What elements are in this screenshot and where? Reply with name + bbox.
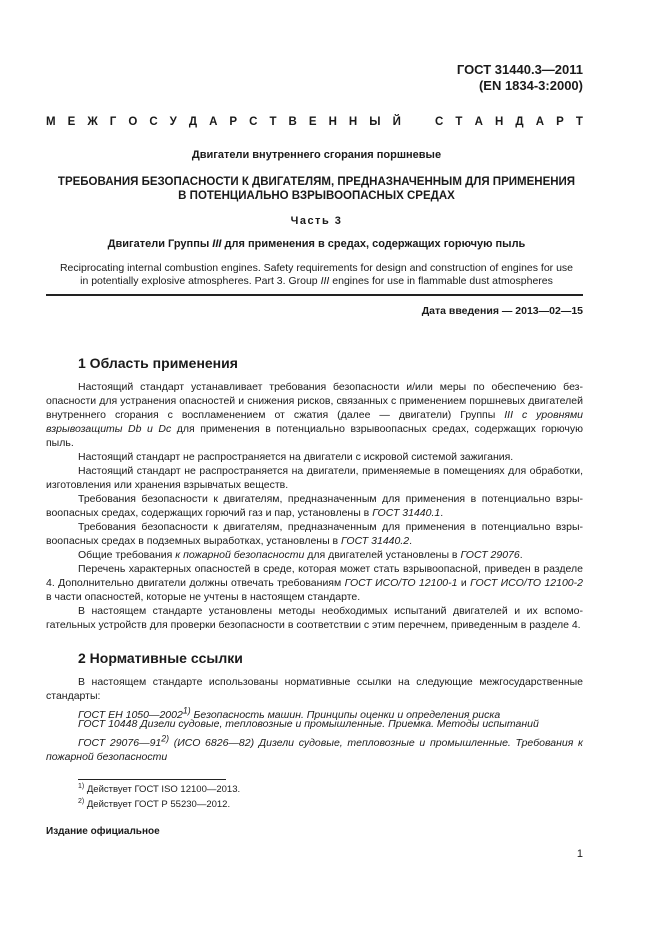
footnote-divider	[78, 779, 226, 780]
s1-p4-b: ГОСТ 31440.1	[372, 507, 441, 519]
s1-p7-c: и	[457, 577, 471, 589]
part-title-group: III	[212, 238, 222, 250]
s1-p6-e: .	[519, 549, 523, 561]
banner-word-1-letter: У	[169, 116, 177, 128]
banner-word-1-letter: Г	[109, 116, 117, 128]
s1-p6-a: Общие требования	[78, 549, 176, 561]
s1-p1-b: III с уровнями взрывозащиты Db и Dc	[46, 409, 584, 435]
s1-p5-b: ГОСТ 31440.2	[341, 535, 410, 547]
introduction-date: Дата введения — 2013—02—15	[421, 305, 583, 317]
document-subtitle: Двигатели внутреннего сгорания поршневые	[191, 149, 442, 161]
english-title	[50, 262, 583, 288]
banner-word-1-letter: Е	[308, 116, 317, 128]
part-title	[50, 238, 583, 250]
s1-p6-b: к пожарной безопасности	[175, 549, 305, 561]
part-title-pre: Двигатели Группы	[107, 238, 213, 250]
banner-word-1-letter: В	[288, 116, 297, 128]
reference-2	[46, 717, 583, 731]
page-number: 1	[576, 848, 583, 860]
ref3-sup: 2)	[161, 733, 170, 743]
footnote-1-text: Действует ГОСТ ISO 12100—2013.	[84, 784, 241, 796]
banner-word-2-letter: Н	[494, 116, 504, 128]
english-title-group: III	[320, 275, 330, 287]
banner-word-1-letter: М	[46, 116, 56, 128]
english-title-post: engines for use in flammable dust atmospheres	[329, 275, 553, 287]
section-1-paragraph-8: В настоящем стандарте установлены методы необходимых испытаний двигателей и их вспомогательных устройств для проверки безопасности в соответствии с этим перечнем, приведенным в разделе 4.	[46, 605, 583, 631]
banner-word-1-letter: Й	[392, 116, 401, 128]
banner-word-2-letter: А	[474, 116, 483, 128]
document-title	[50, 175, 583, 203]
title-divider	[46, 294, 583, 296]
banner-word-1-letter: Н	[328, 116, 337, 128]
section-1-paragraph-7	[46, 562, 583, 604]
banner-word-1-letter: Н	[348, 116, 358, 128]
footnote-1	[78, 783, 240, 795]
title-line-1: ТРЕБОВАНИЯ БЕЗОПАСНОСТИ К ДВИГАТЕЛЯМ, ПРЕДНАЗНАЧЕННЫМ ДЛЯ ПРИМЕНЕНИЯ	[57, 176, 576, 188]
ref1-sup: 1)	[182, 705, 191, 715]
ref3-b: (ИСО 6826—82) Дизели судовые, тепловозные и промышленные. Требования к пожарной безопасности	[46, 736, 583, 763]
banner-word-1	[46, 116, 401, 128]
section-1-paragraph-4	[46, 492, 583, 520]
section-2-heading: 2 Нормативные ссылки	[78, 650, 243, 666]
banner-word-2-letter: С	[435, 116, 444, 128]
standard-en-equivalent: (EN 1834-3:2000)	[478, 78, 583, 93]
banner-word-1-letter: Д	[188, 116, 198, 128]
s1-p4-c: .	[440, 507, 444, 519]
banner-word-2-letter: Т	[575, 116, 583, 128]
footnote-2-mark: 2)	[78, 798, 85, 805]
footnote-2-text: Действует ГОСТ Р 55230—2012.	[84, 799, 231, 811]
banner-word-1-letter: Е	[67, 116, 76, 128]
banner-word-1-letter: С	[249, 116, 258, 128]
s1-p7-b: ГОСТ ИСО/ТО 12100-1	[344, 577, 458, 589]
footnote-1-mark: 1)	[78, 783, 85, 790]
banner-word-1-letter: Ы	[369, 116, 381, 128]
section-2-paragraph-1: В настоящем стандарте использованы нормативные ссылки на следующие межгосударственные стандарты:	[46, 676, 583, 702]
banner-word-1-letter: Т	[269, 116, 277, 128]
s1-p1-c: для применения в потенциально взрывоопасных средах, содержащих горючую пыль.	[46, 423, 583, 449]
ref2-text: ГОСТ 10448 Дизели судовые, тепловозные и промышленные. Приемка. Методы испытаний	[78, 718, 539, 730]
ref1-b: Безопасность машин. Принципы оценки и определения риска	[190, 708, 501, 721]
section-1-paragraph-3: Настоящий стандарт не распространяется на двигатели, применяемые в помещениях для обработки, изготовления или хранения взрывчатых веществ.	[46, 465, 583, 491]
english-title-line-1: Reciprocating internal combustion engines. Safety requirements for design and construction of engines for use	[59, 262, 574, 274]
s1-p7-e: в части опасностей, которые не учтены в настоящем стандарте.	[46, 591, 361, 603]
s1-p5-c: .	[409, 535, 413, 547]
banner-word-2-letter: Р	[556, 116, 564, 128]
interstate-standard-banner	[46, 116, 583, 128]
s1-p7-d: ГОСТ ИСО/ТО 12100-2	[470, 577, 583, 589]
banner-word-2	[435, 116, 583, 128]
part-label: Часть 3	[290, 215, 343, 227]
s1-p5-a: Требования безопасности к двигателям, предназначенным для применения в потенциально взрывоопасных средах в подземных выработках, установлены в	[46, 521, 583, 547]
section-1-paragraph-5	[46, 520, 583, 548]
s1-p1-a: Настоящий стандарт устанавливает требования безопасности и/или меры по обеспечению безопасности для устранения опасностей и снижения рисков, связанных с применением поршневых двигателей внутреннего сгорания с воспламенением от сжатия (далее — двигатели) Группы	[46, 381, 583, 421]
banner-word-1-letter: О	[128, 116, 138, 128]
s1-p6-d: ГОСТ 29076	[460, 549, 520, 561]
banner-word-1-letter: Р	[229, 116, 238, 128]
english-title-pre: in potentially explosive atmospheres. Part 3. Group	[80, 275, 321, 287]
s1-p4-a: Требования безопасности к двигателям, предназначенным для применения в потенциально взрывоопасных средах, содержащих горючий газ и пар, установлены в	[46, 493, 583, 519]
footnote-2	[78, 798, 230, 810]
banner-word-1-letter: А	[209, 116, 218, 128]
banner-word-2-letter: Д	[515, 116, 524, 128]
title-line-2: В ПОТЕНЦИАЛЬНО ВЗРЫВООПАСНЫХ СРЕДАХ	[178, 190, 455, 202]
standard-code	[457, 62, 583, 94]
part-title-post: для применения в средах, содержащих горючую пыль	[221, 238, 526, 250]
english-title-line-2	[50, 275, 583, 288]
banner-word-2-letter: А	[535, 116, 545, 128]
banner-word-2-letter: Т	[455, 116, 463, 128]
reference-3	[46, 731, 583, 764]
section-1-heading: 1 Область применения	[78, 355, 238, 371]
banner-word-1-letter: С	[149, 116, 158, 128]
banner-word-1-letter: Ж	[87, 116, 98, 128]
section-1-paragraph-6	[46, 548, 583, 562]
ref1-a: ГОСТ ЕН 1050—2002	[78, 708, 183, 721]
s1-p7-a: Перечень характерных опасностей в среде, которая может стать взрывоопасной, приведен в разделе 4. Дополнительно двигатели должны отвечать требованиям	[46, 563, 583, 589]
section-1-paragraph-1	[46, 380, 583, 450]
s1-p6-c: для двигателей установлены в	[304, 549, 461, 561]
official-edition-label: Издание официальное	[46, 826, 160, 837]
standard-number: ГОСТ 31440.3—2011	[456, 62, 583, 77]
ref3-a: ГОСТ 29076—91	[78, 736, 162, 749]
section-1-paragraph-2: Настоящий стандарт не распространяется на двигатели с искровой системой зажигания.	[78, 451, 514, 463]
